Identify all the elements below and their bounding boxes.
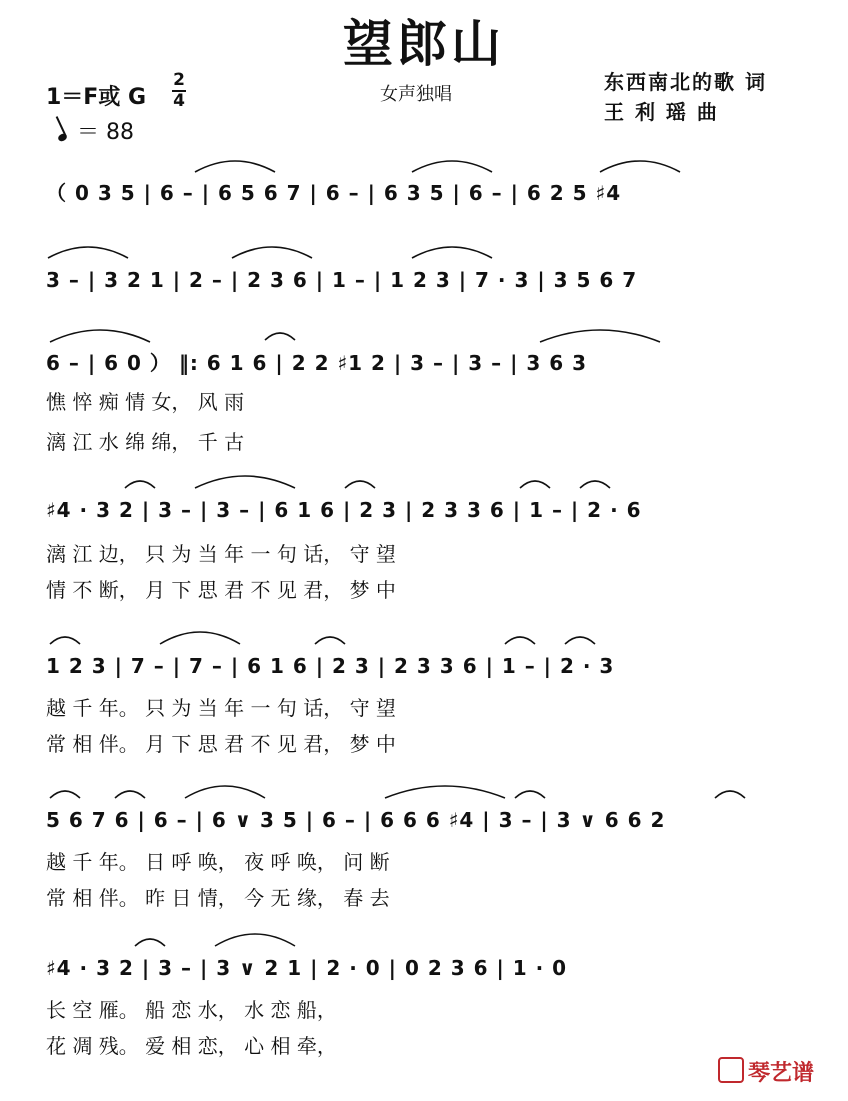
- lyric-row-5-v1: 越 千 年。 只 为 当 年 一 句 话， 守 望: [46, 696, 396, 720]
- lyric-row-4-v2: 情 不 断， 月 下 思 君 不 见 君， 梦 中: [46, 578, 396, 602]
- lyric-row-6-v1: 越 千 年。 日 呼 唤， 夜 呼 唤， 问 断: [46, 850, 390, 874]
- notation-row-1: （ 0 3 5 | 6 – | 6 5 6 7 | 6 – | 6 3 5 | 6 – | 6 2 5 ♯4: [46, 181, 622, 205]
- composer-credit: 王 利 瑶 曲: [604, 100, 719, 124]
- notation-row-2: 3 – | 3 2 1 | 2 – | 2 3 6 | 1 – | 1 2 3 | 7 · 3 | 3 5 6 7: [46, 268, 638, 292]
- notation-row-3: 6 – | 6 0 ） ‖: 6 1 6 | 2 2 ♯1 2 | 3 – | 3 – | 3 6 3: [46, 351, 588, 375]
- key-signature: 1＝F或 G: [46, 85, 147, 110]
- notation-row-5: 1 2 3 | 7 – | 7 – | 6 1 6 | 2 3 | 2 3 3 6 | 1 – | 2 · 3: [46, 654, 615, 678]
- lyric-row-6-v2: 常 相 伴。 昨 日 情， 今 无 缘， 春 去: [46, 886, 390, 910]
- time-sig-bottom: 4: [173, 91, 185, 111]
- logo-mark-icon: [718, 1057, 744, 1083]
- tempo-marking: ＝ 88: [58, 115, 134, 146]
- time-sig-top: 2: [173, 70, 185, 90]
- site-logo: 琴艺谱: [718, 1054, 814, 1087]
- lyric-row-4-v1: 漓 江 边， 只 为 当 年 一 句 话， 守 望: [46, 542, 396, 566]
- notation-row-6: 5 6 7 6 | 6 – | 6 ∨ 3 5 | 6 – | 6 6 6 ♯4 | 3 – | 3 ∨ 6 6 2: [46, 808, 666, 832]
- lyric-row-7-v2: 花 凋 残。 爱 相 恋， 心 相 牵，: [46, 1034, 337, 1058]
- lyric-row-3-v2: 漓 江 水 绵 绵， 千 古: [46, 430, 245, 454]
- lyric-row-7-v1: 长 空 雁。 船 恋 水， 水 恋 船，: [46, 998, 337, 1022]
- song-title: 望郎山: [343, 14, 505, 73]
- notation-row-7: ♯4 · 3 2 | 3 – | 3 ∨ 2 1 | 2 · 0 | 0 2 3 6 | 1 · 0: [46, 956, 568, 980]
- performance-note: 女声独唱: [380, 84, 452, 105]
- notation-row-4: ♯4 · 3 2 | 3 – | 3 – | 6 1 6 | 2 3 | 2 3 3 6 | 1 – | 2 · 6: [46, 498, 642, 522]
- lyric-row-5-v2: 常 相 伴。 月 下 思 君 不 见 君， 梦 中: [46, 732, 396, 756]
- lyric-row-3-v1: 憔 悴 痴 情 女， 风 雨: [46, 390, 245, 414]
- lyricist-credit: 东西南北的歌 词: [604, 70, 767, 94]
